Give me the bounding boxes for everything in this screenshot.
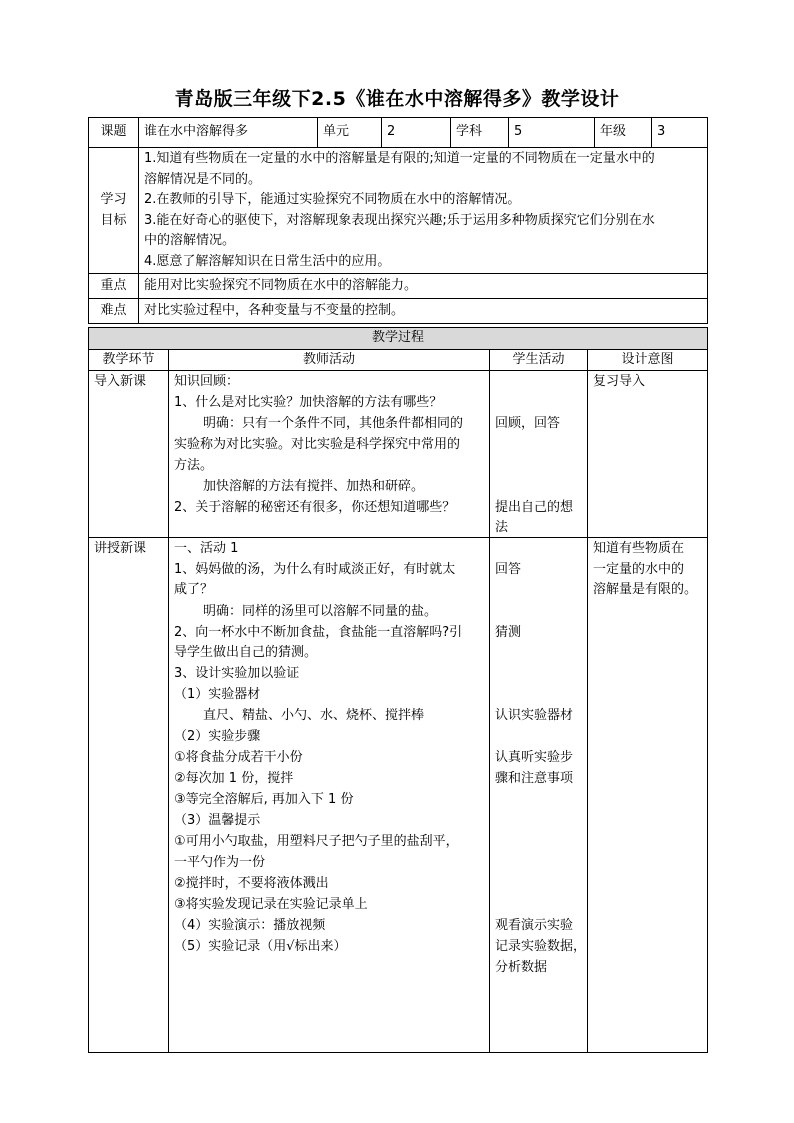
intent-line: 知道有些物质在 xyxy=(593,541,685,556)
difficulty-label: 难点 xyxy=(89,299,139,324)
goal-line: 3.能在好奇心的驱使下，对溶解现象表现出探究兴趣;乐于运用多种物质探究它们分别在水 xyxy=(144,212,655,228)
column-header-intent: 设计意图 xyxy=(588,349,708,371)
student-line: 法 xyxy=(495,520,509,535)
difficulty-row xyxy=(89,299,708,324)
student-line: 骤和注意事项 xyxy=(495,771,574,786)
teacher-line: 加快溶解的方法有搅拌、加热和研碎。 xyxy=(203,479,425,494)
process-band: 教学过程 xyxy=(89,328,708,350)
student-line: 认识实验器材 xyxy=(495,708,574,723)
teacher-line: ②每次加 1 份，搅拌 xyxy=(174,771,294,786)
new-lesson-teacher xyxy=(169,538,490,1053)
teacher-line: ①将食盐分成若干小份 xyxy=(174,750,303,765)
intent-line: 溶解量是有限的。 xyxy=(593,582,698,597)
student-line: 分析数据 xyxy=(495,960,548,975)
goal-line: 1.知道有些物质在一定量的水中的溶解量是有限的;知道一定量的不同物质在一定量水中的 xyxy=(144,151,655,166)
student-line: 回答 xyxy=(495,562,522,577)
student-line: 观看演示实验 xyxy=(495,918,574,933)
intent-line: 一定量的水中的 xyxy=(593,561,685,577)
process-header-row xyxy=(89,349,708,371)
teacher-line: 3、设计实验加以验证 xyxy=(174,666,300,681)
new-lesson-row xyxy=(89,538,708,1053)
column-header-student: 学生活动 xyxy=(490,349,588,371)
teacher-line: （3）温馨提示 xyxy=(174,813,261,828)
teacher-line: ②搅拌时，不要将液体溅出 xyxy=(174,876,329,891)
grade-value: 3 xyxy=(652,118,708,148)
info-table xyxy=(88,117,708,324)
subject-label: 学科 xyxy=(451,118,509,148)
unit-label: 单元 xyxy=(318,118,382,148)
key-point-label: 重点 xyxy=(89,274,139,299)
goal-line: 溶解情况是不同的。 xyxy=(144,171,262,187)
teacher-line: 直尺、精盐、小勺、水、烧杯、搅拌棒 xyxy=(203,708,425,723)
teacher-line: 知识回顾： xyxy=(174,374,240,389)
teacher-line: 2、关于溶解的秘密还有很多，你还想知道哪些？ xyxy=(174,500,456,515)
goals-label-line: 目标 xyxy=(100,212,127,228)
teacher-line: ①可用小勺取盐，用塑料尺子把勺子里的盐刮平， xyxy=(174,834,459,849)
info-row xyxy=(89,118,708,148)
goal-line: 2.在教师的引导下，能通过实验探究不同物质在水中的溶解情况。 xyxy=(144,192,521,207)
key-point-row xyxy=(89,274,708,299)
teacher-line: 方法。 xyxy=(174,458,214,473)
goals-content xyxy=(139,148,708,274)
teacher-line: 一平勺作为一份 xyxy=(174,855,266,870)
course-label: 课题 xyxy=(89,118,139,148)
student-line: 猜测 xyxy=(495,625,522,640)
intro-teacher xyxy=(169,371,490,538)
teacher-line: 明确：只有一个条件不同，其他条件都相同的 xyxy=(203,416,464,431)
teacher-line: 1、妈妈做的汤，为什么有时咸淡正好，有时就太 xyxy=(174,562,456,577)
difficulty-value: 对比实验过程中，各种变量与不变量的控制。 xyxy=(139,299,708,324)
teacher-line: 导学生做出自己的猜测。 xyxy=(174,645,318,660)
new-lesson-student xyxy=(490,538,588,1053)
grade-label: 年级 xyxy=(595,118,652,148)
process-table xyxy=(88,327,708,1053)
intro-stage: 导入新课 xyxy=(89,371,169,538)
student-line: 提出自己的想 xyxy=(495,500,574,515)
goals-row xyxy=(89,148,708,274)
intro-student xyxy=(490,371,588,538)
teacher-line: （1）实验器材 xyxy=(174,687,261,702)
course-value: 谁在水中溶解得多 xyxy=(139,118,318,148)
goal-line: 中的溶解情况。 xyxy=(144,233,236,248)
goals-label xyxy=(89,148,139,274)
teacher-line: （5）实验记录（用√标出来） xyxy=(174,939,347,954)
document-title: 青岛版三年级下2.5《谁在水中溶解得多》教学设计 xyxy=(174,88,620,110)
process-band-row xyxy=(89,328,708,350)
unit-value: 2 xyxy=(382,118,451,148)
key-point-value: 能用对比实验探究不同物质在水中的溶解能力。 xyxy=(139,274,708,299)
teacher-line: 一、活动 1 xyxy=(174,541,239,556)
teacher-line: （4）实验演示：播放视频 xyxy=(174,918,326,933)
student-line: 记录实验数据， xyxy=(495,939,587,954)
teacher-line: 2、向一杯水中不断加食盐，食盐能一直溶解吗?引 xyxy=(174,625,463,640)
goals-label-line: 学习 xyxy=(100,192,127,207)
goal-line: 4.愿意了解溶解知识在日常生活中的应用。 xyxy=(144,253,391,269)
teacher-line: 实验称为对比实验。对比实验是科学探究中常用的 xyxy=(174,437,461,452)
intro-row xyxy=(89,371,708,538)
intro-intent: 复习导入 xyxy=(588,371,708,538)
new-lesson-stage: 讲授新课 xyxy=(89,538,169,1053)
subject-value: 5 xyxy=(509,118,595,148)
column-header-teacher: 教师活动 xyxy=(169,349,490,371)
teacher-line: 咸了？ xyxy=(174,582,214,597)
teacher-line: （2）实验步骤 xyxy=(174,729,261,744)
teacher-line: ③等完全溶解后, 再加入下 1 份 xyxy=(174,792,354,807)
teacher-line: 1、什么是对比实验？加快溶解的方法有哪些？ xyxy=(174,395,443,410)
teacher-line: ③将实验发现记录在实验记录单上 xyxy=(174,897,368,912)
column-header-stage: 教学环节 xyxy=(89,349,169,371)
student-line: 认真听实验步 xyxy=(495,750,574,765)
teacher-line: 明确：同样的汤里可以溶解不同量的盐。 xyxy=(203,604,438,619)
new-lesson-intent xyxy=(588,538,708,1053)
student-line: 回顾，回答 xyxy=(495,416,561,431)
